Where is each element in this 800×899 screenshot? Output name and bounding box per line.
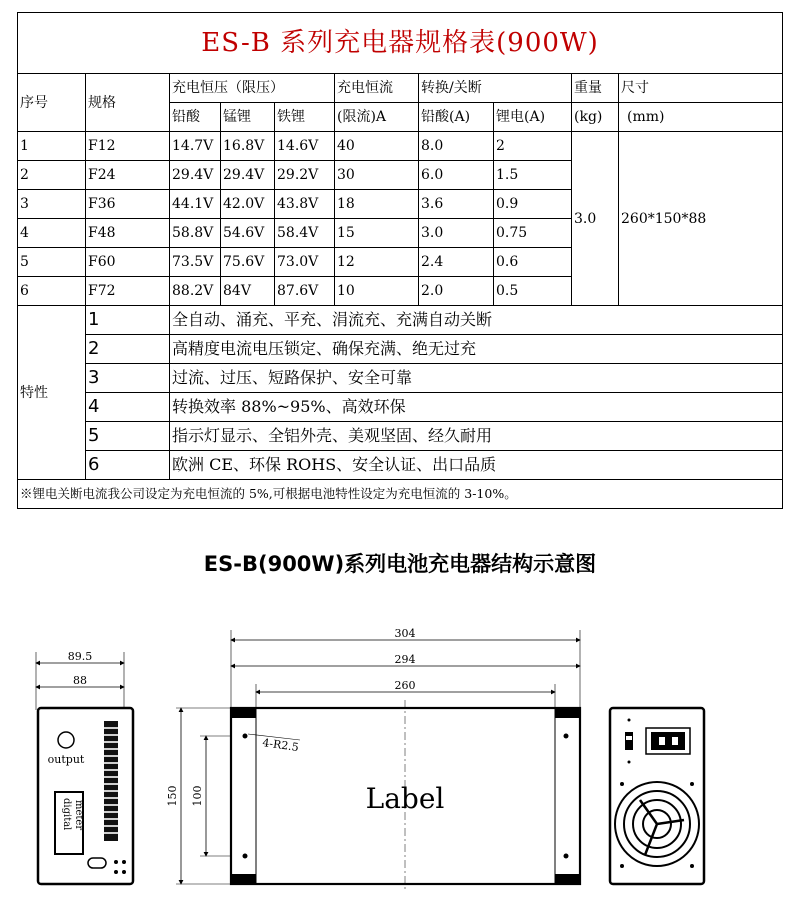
header-cv-fe: 铁锂 <box>275 103 335 132</box>
row-sw-li: 0.75 <box>494 219 572 248</box>
feature-number: 4 <box>86 393 170 422</box>
row-sw-lead: 6.0 <box>419 161 494 190</box>
row-cv-mn: 16.8V <box>221 132 275 161</box>
row-sw-lead: 3.6 <box>419 190 494 219</box>
header-cc-sub: (限流)A <box>335 103 419 132</box>
feature-text: 转换效率 88%~95%、高效环保 <box>170 393 783 422</box>
label-text: Label <box>365 782 445 815</box>
row-index: 6 <box>18 277 86 306</box>
front-dim-outer: 89.5 <box>67 650 93 663</box>
side-dim-h-inner: 100 <box>191 785 204 807</box>
row-index: 2 <box>18 161 86 190</box>
row-cv-fe: 14.6V <box>275 132 335 161</box>
row-model: F72 <box>86 277 170 306</box>
row-cv-lead: 73.5V <box>170 248 221 277</box>
row-cv-fe: 43.8V <box>275 190 335 219</box>
row-cv-mn: 84V <box>221 277 275 306</box>
header-model: 规格 <box>86 74 170 132</box>
row-cv-mn: 75.6V <box>221 248 275 277</box>
row-cv-mn: 42.0V <box>221 190 275 219</box>
row-sw-li: 1.5 <box>494 161 572 190</box>
feature-number: 5 <box>86 422 170 451</box>
row-cv-lead: 14.7V <box>170 132 221 161</box>
row-index: 3 <box>18 190 86 219</box>
row-sw-li: 0.9 <box>494 190 572 219</box>
row-cv-lead: 88.2V <box>170 277 221 306</box>
meter-label-digital: digital <box>61 798 72 831</box>
row-sw-li: 0.6 <box>494 248 572 277</box>
row-cc: 40 <box>335 132 419 161</box>
row-model: F12 <box>86 132 170 161</box>
row-index: 1 <box>18 132 86 161</box>
front-panel <box>38 708 133 884</box>
power-switch-icon <box>625 732 633 750</box>
header-weight-unit: (kg) <box>572 103 619 132</box>
row-sw-lead: 2.4 <box>419 248 494 277</box>
hole-note: 4-R2.5 <box>261 736 300 755</box>
row-sw-lead: 3.0 <box>419 219 494 248</box>
row-cv-mn: 54.6V <box>221 219 275 248</box>
indicator-switch <box>88 858 106 868</box>
table-title: ES-B 系列充电器规格表(900W) <box>18 13 783 74</box>
features-label: 特性 <box>18 306 86 480</box>
row-cv-mn: 29.4V <box>221 161 275 190</box>
header-cv-mn: 锰锂 <box>221 103 275 132</box>
row-sw-li: 2 <box>494 132 572 161</box>
side-view <box>166 627 580 890</box>
row-sw-li: 0.5 <box>494 277 572 306</box>
header-cc: 充电恒流 <box>335 74 419 103</box>
row-cv-fe: 29.2V <box>275 161 335 190</box>
table-row <box>18 132 783 161</box>
row-model: F24 <box>86 161 170 190</box>
feature-text: 过流、过压、短路保护、安全可靠 <box>170 364 783 393</box>
row-index: 5 <box>18 248 86 277</box>
header-cv-group: 充电恒压（限压） <box>170 74 335 103</box>
row-model: F36 <box>86 190 170 219</box>
row-cv-lead: 58.8V <box>170 219 221 248</box>
header-weight: 重量 <box>572 74 619 103</box>
front-view <box>36 650 133 884</box>
feature-number: 1 <box>86 306 170 335</box>
header-size: 尺寸 <box>619 74 783 103</box>
row-cv-fe: 58.4V <box>275 219 335 248</box>
header-sw-group: 转换/关断 <box>419 74 572 103</box>
side-dim-top: 304 <box>394 627 416 640</box>
header-sw-lead: 铅酸(A) <box>419 103 494 132</box>
header-sw-li: 锂电(A) <box>494 103 572 132</box>
structure-diagram <box>0 600 800 899</box>
row-index: 4 <box>18 219 86 248</box>
header-index: 序号 <box>18 74 86 132</box>
table-footnote: ※锂电关断电流我公司设定为充电恒流的 5%,可根据电池特性设定为充电恒流的 3-10%。 <box>18 480 783 509</box>
meter-label: meter <box>73 800 84 831</box>
row-cv-lead: 44.1V <box>170 190 221 219</box>
row-cc: 18 <box>335 190 419 219</box>
side-dim-h-outer: 150 <box>166 785 179 807</box>
row-cv-lead: 29.4V <box>170 161 221 190</box>
feature-number: 3 <box>86 364 170 393</box>
row-cc: 10 <box>335 277 419 306</box>
feature-number: 6 <box>86 451 170 480</box>
row-cv-fe: 73.0V <box>275 248 335 277</box>
vent-slots <box>104 721 118 841</box>
feature-text: 全自动、涌充、平充、涓流充、充满自动关断 <box>170 306 783 335</box>
row-cc: 12 <box>335 248 419 277</box>
row-cv-fe: 87.6V <box>275 277 335 306</box>
weight-value: 3.0 <box>572 132 619 306</box>
row-sw-lead: 2.0 <box>419 277 494 306</box>
feature-number: 2 <box>86 335 170 364</box>
spec-table <box>17 12 783 509</box>
row-sw-lead: 8.0 <box>419 132 494 161</box>
feature-text: 高精度电流电压锁定、确保充满、绝无过充 <box>170 335 783 364</box>
feature-text: 指示灯显示、全铝外壳、美观坚固、经久耐用 <box>170 422 783 451</box>
diagram-title: ES-B(900W)系列电池充电器结构示意图 <box>203 552 597 576</box>
spec-table-container <box>17 12 782 509</box>
row-cc: 30 <box>335 161 419 190</box>
output-label: output <box>47 753 85 766</box>
row-cc: 15 <box>335 219 419 248</box>
rear-view <box>610 708 704 884</box>
row-model: F48 <box>86 219 170 248</box>
front-dim-inner: 88 <box>73 674 87 687</box>
header-size-unit: (mm) <box>619 103 783 132</box>
side-dim-inner: 260 <box>394 679 416 692</box>
header-cv-lead: 铅酸 <box>170 103 221 132</box>
side-dim-mid: 294 <box>394 653 416 666</box>
feature-text: 欧洲 CE、环保 ROHS、安全认证、出口品质 <box>170 451 783 480</box>
row-model: F60 <box>86 248 170 277</box>
size-value: 260*150*88 <box>619 132 783 306</box>
